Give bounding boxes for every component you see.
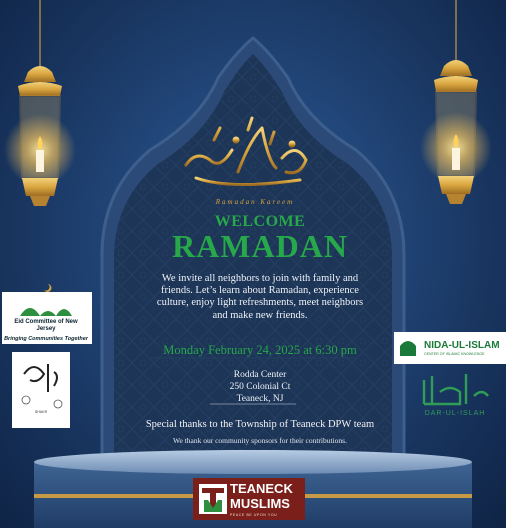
shukr-caption: SHUKR (34, 410, 48, 414)
left-lantern (4, 0, 76, 206)
dar-ul-islah-logo (424, 374, 488, 404)
special-thanks: Special thanks to the Township of Teaneck DPW team (145, 419, 375, 430)
venue-name: Rodda Center (233, 370, 287, 380)
invitation-message: We invite all neighbors to join with family and friends. Let’s learn about Ramadan, experience culture, enjoy light refreshments, meet neighbors and make new friends. (156, 273, 364, 321)
dar-ul-islah-label: DAR-UL-ISLAH (424, 410, 486, 417)
right-lantern (420, 0, 492, 204)
venue-city: Teaneck, NJ (236, 394, 284, 404)
venue-street: 250 Colonial Ct (229, 382, 291, 392)
nida-subtitle: CENTER OF ISLAMIC KNOWLEDGE (424, 352, 485, 356)
teaneck-muslims-brand: TEANECK MUSLIMS (230, 481, 293, 511)
calligraphy-caption: Ramadan Kareem (215, 198, 295, 206)
eid-committee-logo (2, 284, 92, 344)
nida-title: NIDA-UL-ISLAM (424, 340, 500, 351)
eid-committee-tagline: Bringing Communities Together (4, 336, 88, 342)
ramadan-title: RAMADAN (172, 228, 348, 264)
welcome-heading: WELCOME (214, 213, 306, 230)
shukr-logo (12, 352, 70, 428)
event-date-time: Monday February 24, 2025 at 6:30 pm (163, 343, 357, 357)
teaneck-muslims-subtitle: PEACE BE UPON YOU (230, 513, 278, 517)
venue-address (170, 369, 350, 405)
eid-committee-name: Eid Committee of New Jersey (14, 319, 78, 332)
sponsor-thanks: We thank our community sponsors for their contributions. (173, 436, 347, 445)
